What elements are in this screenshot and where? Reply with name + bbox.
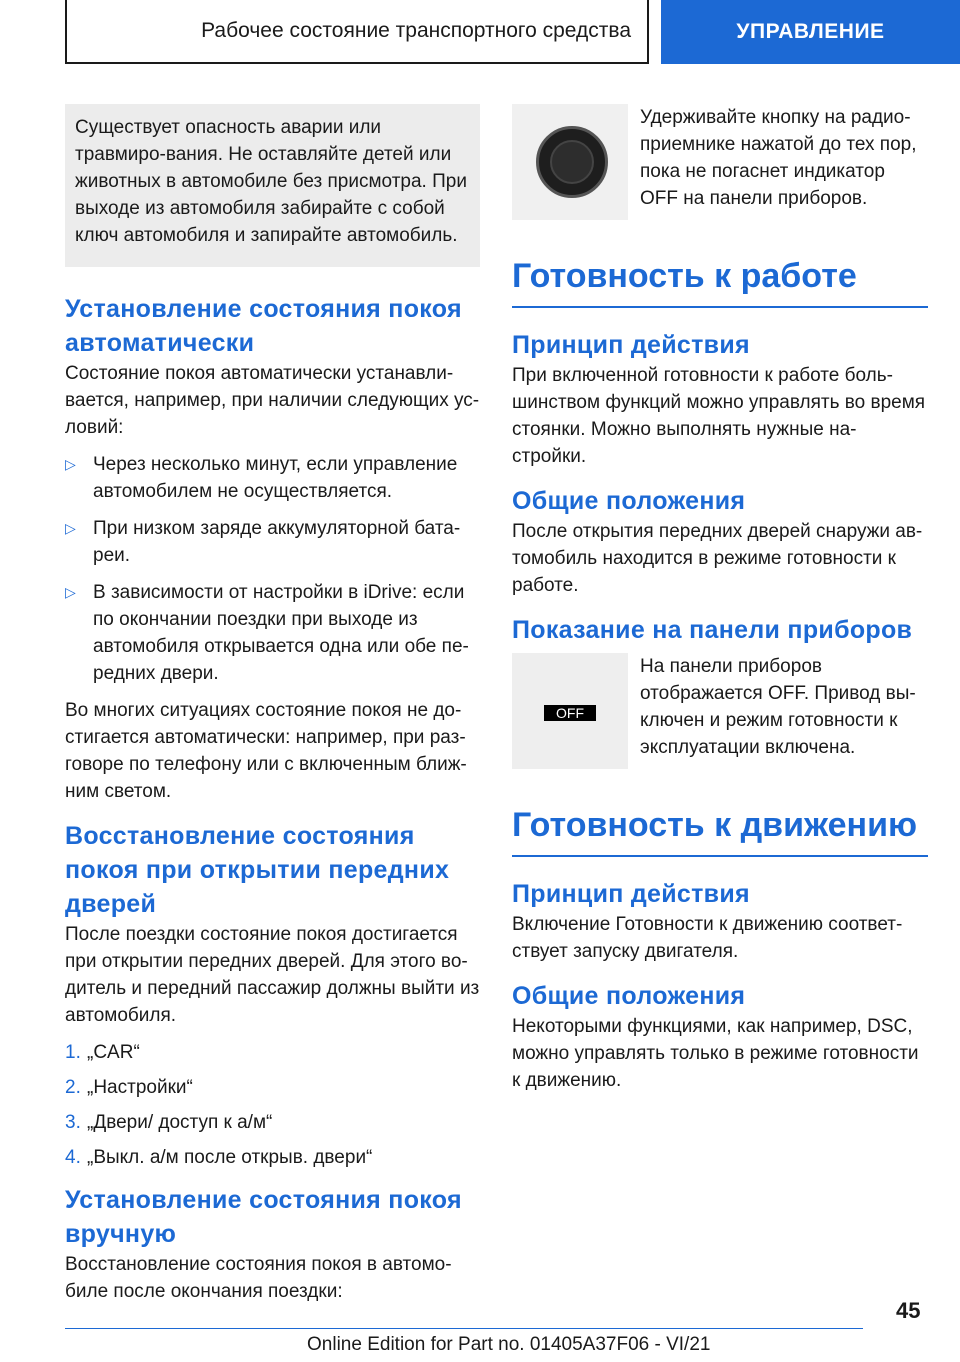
- footer-divider: [65, 1328, 863, 1329]
- heading-manual: Установление состояния покоя вручную: [65, 1186, 462, 1248]
- heading-ready-to-drive: Готовность к движению: [512, 803, 928, 857]
- section-title: Рабочее состояние транспортного средства: [201, 19, 631, 42]
- chapter-title: УПРАВЛЕНИЕ: [736, 20, 885, 43]
- triangle-bullet-icon: ▷: [65, 584, 76, 600]
- triangle-bullet-icon: ▷: [65, 456, 76, 472]
- paragraph-often: Во многих ситуациях состояние покоя не до-стигается автоматически: например, при раз-говоре по телефону или с включенным ближ-ним светом.: [65, 700, 467, 802]
- paragraph-principle-2: Включение Готовности к движению соответ-ствует запуску двигателя.: [512, 914, 903, 962]
- list-item: ▷ В зависимости от настройки в iDrive: если по окончании поездки при выходе из автомобиля открывается одна или обе пе-редних двери.: [65, 579, 480, 687]
- list-item: 2. „Настройки“: [65, 1077, 193, 1098]
- left-column: [65, 104, 480, 1305]
- list-item: 3. „Двери/ доступ к а/м“: [65, 1112, 273, 1133]
- heading-restore: Восстановление состояния покоя при открытии передних дверей: [65, 822, 450, 918]
- edition-note: Online Edition for Part no. 01405A37F06 - VI/21: [307, 1334, 711, 1355]
- chapter-tab: [661, 0, 960, 64]
- paragraph-general-2: Некоторыми функциями, как например, DSC, можно управлять только в режиме готовности к движению.: [512, 1016, 919, 1091]
- warning-box: [65, 104, 480, 267]
- steps-list: [65, 1039, 480, 1171]
- paragraph-knob: Удерживайте кнопку на радио-приемнике нажатой до тех пор, пока не погаснет индикатор OFF на панели приборов.: [640, 107, 917, 209]
- list-item: ▷ При низком заряде аккумуляторной бата-реи.: [65, 515, 480, 569]
- right-column: [512, 104, 928, 1094]
- paragraph-general-1: После открытия передних дверей снаружи ав-томобиль находится в режиме готовности к работе.: [512, 521, 923, 596]
- paragraph-principle-1: При включенной готовности к работе боль-шинством функций можно управлять во время стоянки. Можно выполнять нужные на-стройки.: [512, 365, 926, 467]
- off-indicator-icon: OFF: [544, 705, 596, 721]
- off-figure-row: [512, 653, 928, 769]
- heading-ready-to-work: Готовность к работе: [512, 254, 928, 308]
- heading-general-1: Общие положения: [512, 487, 746, 515]
- radio-knob-image: [512, 104, 628, 220]
- running-header: [65, 0, 649, 64]
- paragraph-display: На панели приборов отображается OFF. Привод вы-ключен и режим готовности к эксплуатации включена.: [640, 656, 916, 758]
- list-item: 1. „CAR“: [65, 1042, 140, 1063]
- triangle-bullet-icon: ▷: [65, 520, 76, 536]
- conditions-list: [65, 451, 480, 687]
- knob-button-icon: [550, 140, 594, 184]
- knob-figure-row: [512, 104, 928, 220]
- paragraph-auto-rest: Состояние покоя автоматически устанавли-вается, например, при наличии следующих ус-ловий:: [65, 363, 480, 438]
- heading-general-2: Общие положения: [512, 982, 746, 1010]
- list-item: ▷ Через несколько минут, если управление автомобилем не осуществляется.: [65, 451, 480, 505]
- heading-auto-rest: Установление состояния покоя автоматически: [65, 295, 462, 357]
- heading-display: Показание на панели приборов: [512, 616, 913, 644]
- paragraph-restore: После поездки состояние покоя достигается при открытии передних дверей. Для этого во-дитель и передний пассажир должны выйти из автомобиля.: [65, 924, 480, 1026]
- off-indicator-image: [512, 653, 628, 769]
- heading-principle-1: Принцип действия: [512, 331, 750, 359]
- page-number: 45: [896, 1298, 921, 1323]
- paragraph-manual: Восстановление состояния покоя в автомо-биле после окончания поездки:: [65, 1254, 452, 1302]
- heading-principle-2: Принцип действия: [512, 880, 750, 908]
- warning-text: Существует опасность аварии или травмиро-вания. Не оставляйте детей или животных в автомобиле без присмотра. При выходе из автомобиля забирайте с собой ключ автомобиля и запирайте автомобиль.: [75, 117, 467, 246]
- list-item: 4. „Выкл. а/м после открыв. двери“: [65, 1147, 373, 1168]
